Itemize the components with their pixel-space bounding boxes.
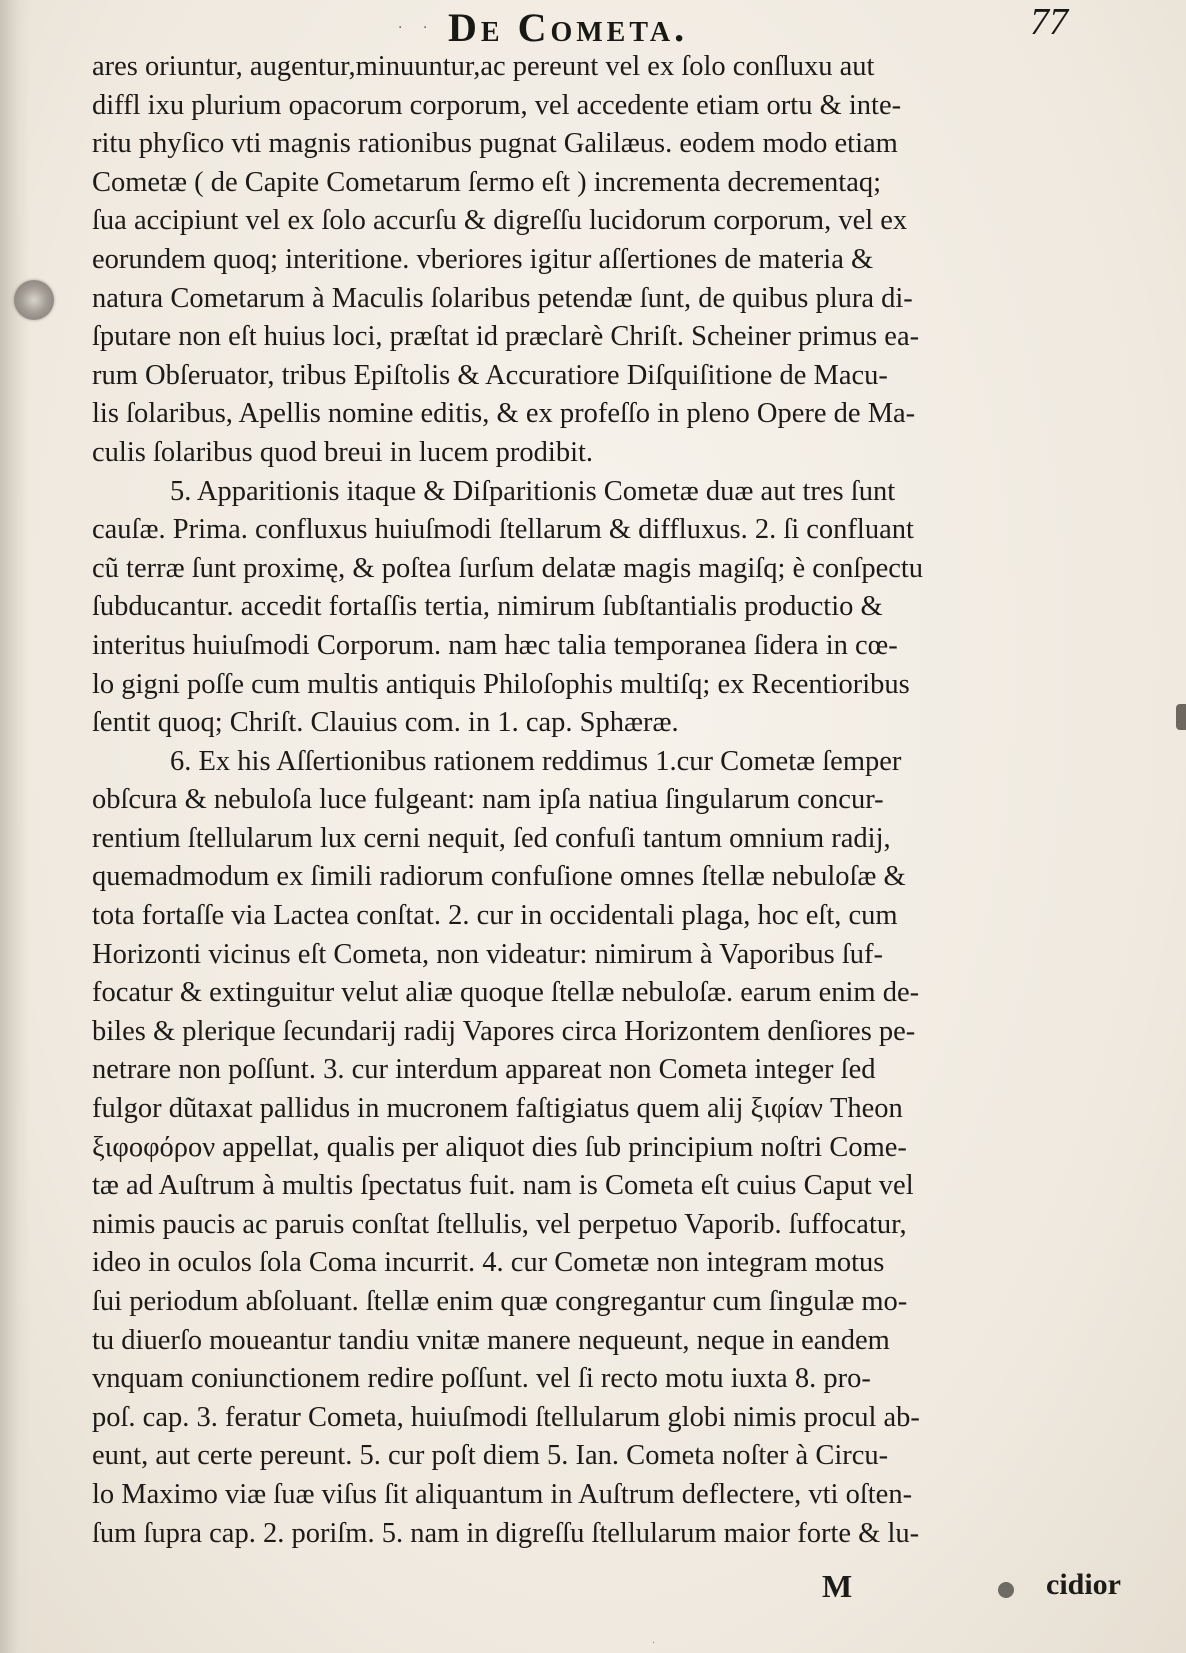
edge-mark [1176,704,1186,730]
text-line: culis ſolaribus quod breui in lucem prodibit. [92,436,594,468]
text-line: tu diuerſo moueantur tandiu vnitæ manere nequeunt, neque in eandem [92,1324,890,1356]
catchword: cidior [1046,1568,1121,1601]
text-line: ritu phyſico vti magnis rationibus pugnat Galilæus. eodem modo etiam [92,128,898,160]
text-line: tota fortaſſe via Lactea conſtat. 2. cur in occidentali plaga, hoc eſt, cum [92,900,898,932]
text-line: ſentit quoq; Chriſt. Clauius com. in 1. cap. Sphæræ. [92,707,679,739]
text-line: eorundem quoq; interitione. vberiores igitur aſſertiones de materia & [92,243,874,275]
text-line: Cometæ ( de Capite Cometarum ſermo eſt ) incrementa decrementaq; [92,166,882,198]
text-line: rum Obſeruator, tribus Epiſtolis & Accuratiore Diſquiſitione de Macu- [92,359,888,391]
text-line: ſubducantur. accedit fortaſſis tertia, nimirum ſubſtantialis productio & [92,591,883,623]
header-dots: · · [398,20,436,36]
text-line: ξιφοφόρον appellat, qualis per aliquot dies ſub principium noſtri Come- [92,1131,907,1163]
text-line: netrare non poſſunt. 3. cur interdum appareat non Cometa integer ſed [92,1054,876,1086]
text-line: quemadmodum ex ſimili radiorum confuſione omnes ſtellæ nebuloſæ & [92,861,906,893]
text-line: ſui periodum abſoluant. ſtellæ enim quæ congregantur cum ſingulæ mo- [92,1286,908,1317]
text-line: natura Cometarum à Maculis ſolaribus petendæ ſunt, de quibus plura di- [92,282,913,314]
text-line: lo Maximo viæ ſuæ viſus ſit aliquantum in Auſtrum deflectere, vti oſten- [92,1478,913,1510]
page-header [0,0,1186,50]
text-line: ideo in oculos ſola Coma incurrit. 4. cur Cometæ non integram motus [92,1247,885,1279]
page-footer [0,1568,1186,1612]
gutter-shadow [0,0,30,1653]
text-line: biles & plerique ſecundarij radij Vapores circa Horizontem denſiores pe- [92,1015,916,1047]
text-line: cũ terræ ſunt proximę, & poſtea ſurſum delatæ magis magiſq; è conſpectu [92,552,924,584]
text-line: nimis paucis ac paruis conſtat ſtellulis, vel perpetuo Vaporib. ſuffocatur, [92,1208,907,1240]
running-title: De Cometa. [448,5,689,50]
text-line: obſcura & nebuloſa luce fulgeant: nam ipſa natiua ſingularum concur- [92,784,884,816]
text-line: rentium ſtellularum lux cerni nequit, ſed confuſi tantum omnium radij, [92,822,891,854]
text-line: interitus huiuſmodi Corporum. nam hæc talia temporanea ſidera in cœ- [92,629,898,661]
text-line: eunt, aut certe pereunt. 5. cur poſt diem 5. Ian. Cometa noſter à Circu- [92,1440,889,1472]
text-line: ſua accipiunt vel ex ſolo accurſu & digreſſu lucidorum corporum, vel ex [92,205,908,237]
text-line: fulgor dũtaxat pallidus in mucronem faſtigiatus quem alij ξιφίαν Theon [92,1093,903,1125]
text-line: lis ſolaribus, Apellis nomine editis, & ex profeſſo in pleno Opere de Ma- [92,398,916,430]
ink-dot [998,1582,1014,1598]
text-line: lo gigni poſſe cum multis antiquis Philoſophis multiſq; ex Recentioribus [92,668,910,700]
text-line: ſum ſupra cap. 2. poriſm. 5. nam in digreſſu ſtellularum maior forte & lu- [92,1517,920,1549]
text-line: ares oriuntur, augentur,minuuntur,ac pereunt vel ex ſolo conſluxu aut [92,51,875,82]
body-text [92,48,1122,1553]
paragraph-6-start: 6. Ex his Aſſertionibus rationem reddimus 1.cur Cometæ ſemper [170,745,902,777]
text-line: vnquam coniunctionem redire poſſunt. vel ſi recto motu iuxta 8. pro- [92,1363,871,1395]
text-line: Horizonti vicinus eſt Cometa, non videatur: nimirum à Vaporibus ſuf- [92,938,884,970]
text-line: tæ ad Auſtrum à multis ſpectatus fuit. nam is Cometa eſt cuius Caput vel [92,1170,914,1202]
paragraph-5-start: 5. Apparitionis itaque & Diſparitionis Cometæ duæ aut tres ſunt [170,475,896,507]
page-number: 77 [1030,1,1068,43]
text-line: cauſæ. Prima. confluxus huiuſmodi ſtellarum & diffluxus. 2. ſi confluant [92,514,914,546]
signature-mark: M [822,1568,853,1604]
text-line: ſputare non eſt huius loci, præſtat id præclarè Chriſt. Scheiner primus ea- [92,321,920,353]
paper-speck: · [652,1638,656,1649]
binding-hole [14,280,54,320]
text-line: poſ. cap. 3. feratur Cometa, huiuſmodi ſtellularum globi nimis procul ab- [92,1401,920,1433]
text-line: diffl ixu plurium opacorum corporum, vel accedente etiam ortu & inte- [92,89,902,121]
text-line: focatur & extinguitur velut aliæ quoque ſtellæ nebuloſæ. earum enim de- [92,977,920,1009]
